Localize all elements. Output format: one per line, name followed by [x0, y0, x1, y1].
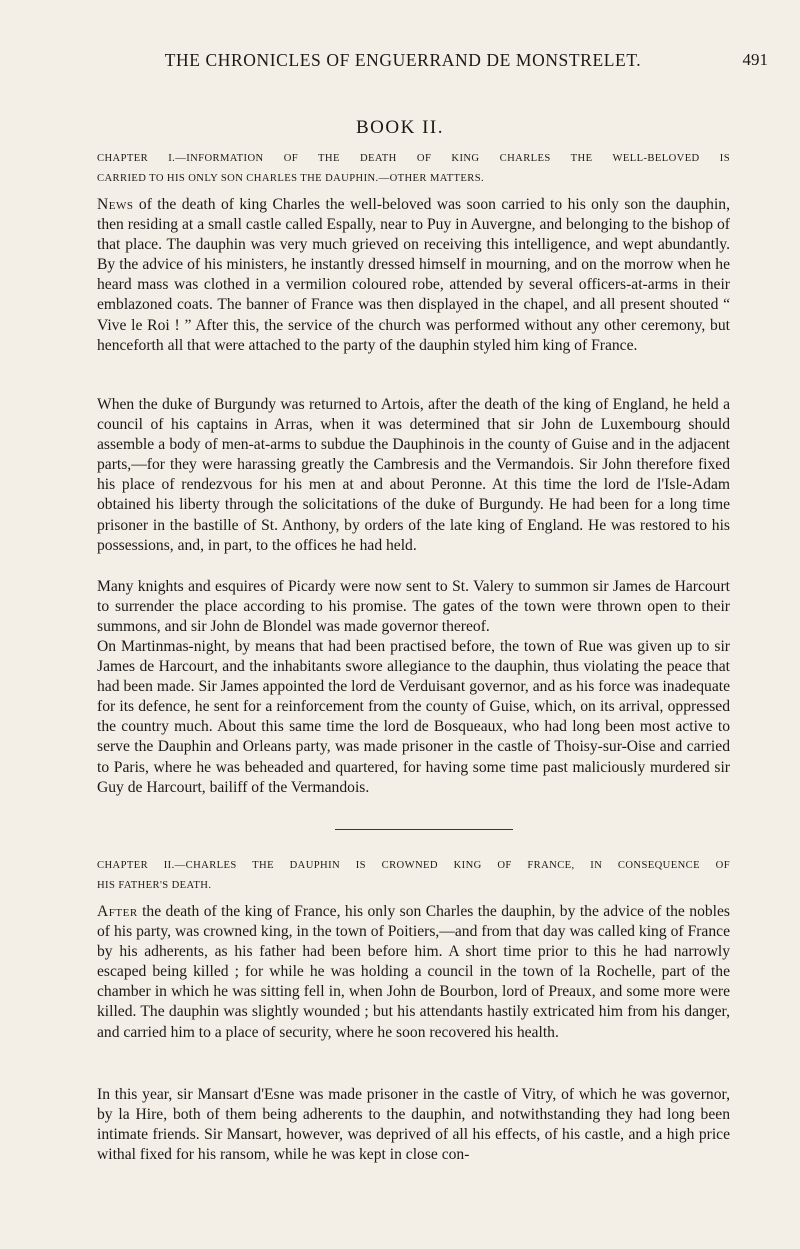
chapter-2-paragraph-2: In this year, sir Mansart d'Esne was made prisoner in the castle of Vitry, of which he was governor, by la Hire, both of them being adherents to the dauphin, and notwithstanding they had long been intimate friends. Sir Mansart, however, was deprived of all his effects, of his castle, and a high price withal fixed for his ransom, while he was kept in close con-: [97, 1086, 730, 1164]
chapter-2-heading-line-1: CHAPTER II.—CHARLES THE DAUPHIN IS CROWNED KING OF FRANCE, IN CONSEQUENCE OF: [97, 860, 730, 871]
section-divider: [335, 829, 513, 830]
book-heading: BOOK II.: [356, 117, 444, 138]
chapter-2-paragraph-1-text: the death of the king of France, his only son Charles the dauphin, by the advice of the nobles of his party, was crowned king, in the town of Poitiers,—and from that day was called king of France by his adherents, as his father had been before him. A short time prior to this he had narrowly escaped being killed ; for while he was holding a council in the town of la Rochelle, part of the chamber in which he was sitting fell in, when John de Bourbon, lord of Preaux, and some more were killed. The dauphin was slightly wounded ; but his attendants hastily extricated him from his danger, and carried him to a place of security, where he soon recovered his health.: [97, 903, 730, 1041]
chapter-1-paragraph-3: Many knights and esquires of Picardy were now sent to St. Valery to summon sir James de Harcourt to surrender the place according to his promise. The gates of the town were thrown open to their summons, and sir John de Blondel was made governor thereof.: [97, 578, 730, 636]
page-number: 491: [742, 50, 768, 69]
running-title: THE CHRONICLES OF ENGUERRAND DE MONSTRELET.: [164, 50, 642, 70]
chapter-2-lead-word: After: [97, 903, 138, 920]
chapter-1-paragraph-4: On Martinmas-night, by means that had been practised before, the town of Rue was given up to sir James de Harcourt, and the inhabitants swore allegiance to the dauphin, thus violating the peace that had been made. Sir James appointed the lord de Verduisant governor, and as his force was inadequate for its defence, he sent for a reinforcement from the county of Guise, which, on its arrival, oppressed the country much. About this same time the lord de Bosqueaux, who had long been most active to serve the Dauphin and Orleans party, was made prisoner in the castle of Thoisy-sur-Oise and carried to Paris, where he was beheaded and quartered, for having some time past maliciously murdered sir Guy de Harcourt, bailiff of the Vermandois.: [97, 638, 730, 796]
chapter-1-heading-line-2: CARRIED TO HIS ONLY SON CHARLES THE DAUPHIN.—OTHER MATTERS.: [97, 173, 485, 184]
chapter-2-heading-line-2: HIS FATHER'S DEATH.: [97, 880, 212, 891]
chapter-1-paragraph-1: [97, 195, 730, 356]
chapter-1-heading-line-1: CHAPTER I.—INFORMATION OF THE DEATH OF KING CHARLES THE WELL-BELOVED IS: [97, 153, 730, 164]
chapter-2-heading: [97, 856, 730, 896]
running-header: [98, 50, 768, 72]
chapter-2-paragraph-1: [97, 902, 730, 1043]
chapter-1-lead-word: News: [97, 196, 134, 213]
chapter-1-heading: [97, 149, 730, 189]
chapter-1-paragraph-1-text: of the death of king Charles the well-beloved was soon carried to his only son the dauphin, then residing at a small castle called Espally, near to Puy in Auvergne, and belonging to the bishop of that place. The dauphin was very much grieved on receiving this intelligence, and wept abundantly. By the advice of his ministers, he instantly dressed himself in mourning, and on the morrow when he heard mass was clothed in a vermilion coloured robe, attended by several officers-at-arms in their emblazoned coats. The banner of France was then displayed in the chapel, and all present shouted “ Vive le Roi ! ” After this, the service of the church was performed without any other ceremony, but henceforth all that were attached to the party of the dauphin styled him king of France.: [97, 196, 730, 354]
chapter-1-paragraph-2: When the duke of Burgundy was returned to Artois, after the death of the king of England, he held a council of his captains in Arras, when it was determined that sir John de Luxembourg should assemble a body of men-at-arms to subdue the Dauphinois in the county of Guise and in the adjacent parts,—for they were harassing greatly the Cambresis and the Vermandois. Sir John therefore fixed his place of rendezvous for his men at and about Peronne. At this time the lord de l'Isle-Adam obtained his liberty through the solicitations of the duke of Burgundy. He had been for a long time prisoner in the bastille of St. Anthony, by orders of the late king of England. He was restored to his possessions, and, in part, to the offices he had held.: [97, 396, 730, 554]
